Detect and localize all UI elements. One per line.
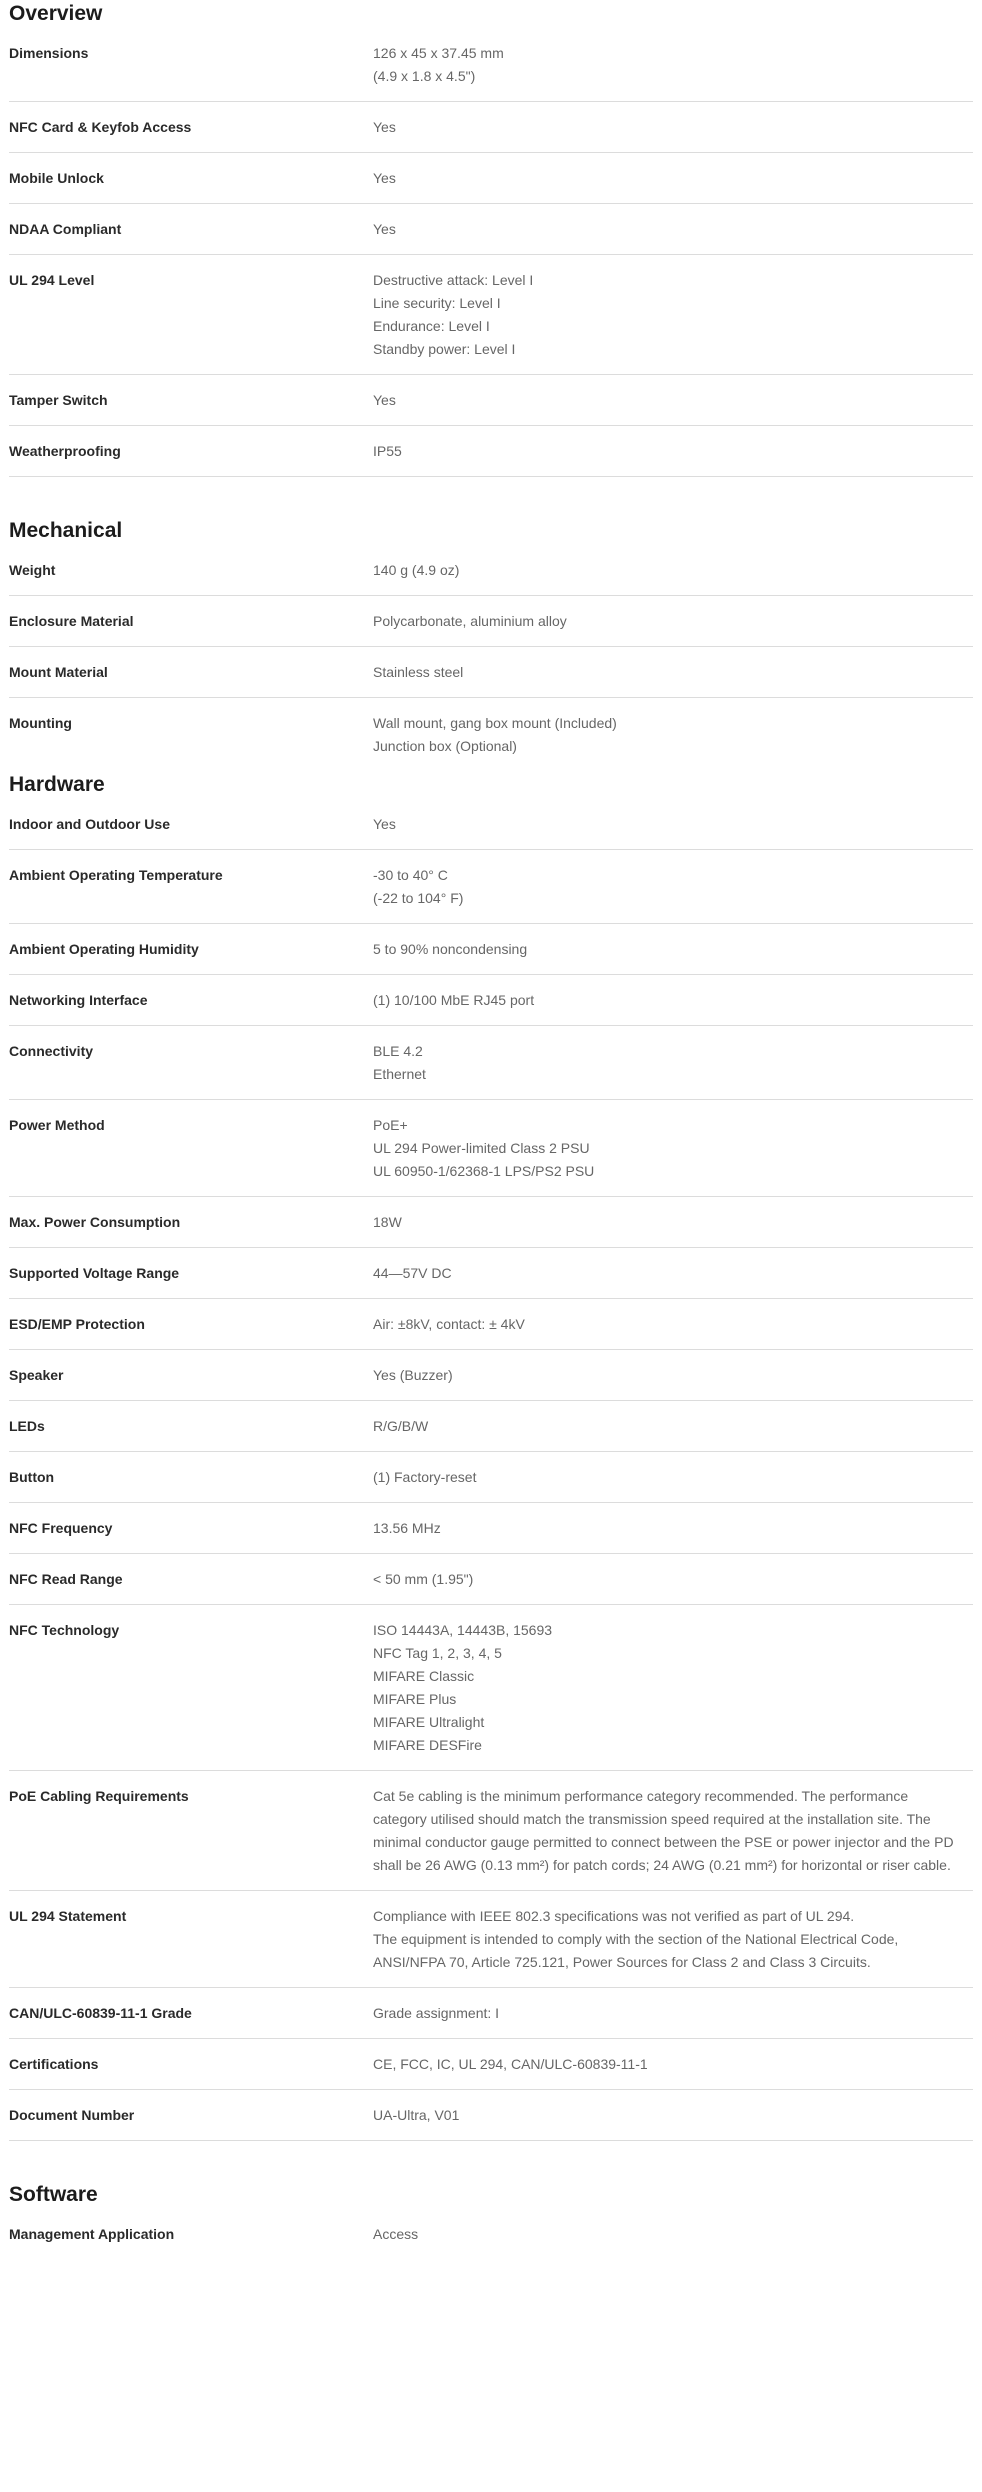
spec-row [9,647,973,698]
spec-row [9,975,973,1026]
spec-value [373,42,973,88]
spec-row [9,255,973,375]
spec-label: Supported Voltage Range [9,1265,180,1281]
spec-row [9,28,973,102]
spec-value [373,938,973,961]
spec-value-line: Yes [373,170,396,186]
spec-value-line: 126 x 45 x 37.45 mm [373,45,504,61]
section-mechanical [9,517,973,771]
spec-value-line: IP55 [373,443,402,459]
spec-value [373,218,973,241]
spec-value-line: Yes (Buzzer) [373,1367,453,1383]
spec-value-line: R/G/B/W [373,1418,429,1434]
spec-row [9,1891,973,1988]
section-title: Mechanical [9,519,123,542]
spec-value [373,559,973,582]
spec-label: Ambient Operating Temperature [9,867,223,883]
spec-value-line: 5 to 90% noncondensing [373,941,528,957]
spec-label: Connectivity [9,1043,94,1059]
spec-value [373,1313,973,1336]
spec-value-line: Destructive attack: Level I [373,272,534,288]
spec-value-line: (-22 to 104° F) [373,890,464,906]
spec-value [373,989,973,1012]
spec-label: LEDs [9,1418,45,1434]
spec-label: Certifications [9,2056,99,2072]
spec-value [373,661,973,684]
spec-value-line: Cat 5e cabling is the minimum performance category recommended. The performance category utilised should match the transmission speed required at the installation site. The minimal conductor gauge permitted to connect between the PSE or power injector and the PD shall be 26 AWG (0.13 mm²) for patch cords; 24 AWG (0.21 mm²) for horizontal or riser cable. [373,1788,954,1873]
spec-value-line: UL 294 Power-limited Class 2 PSU [373,1140,590,1156]
spec-value-line: MIFARE DESFire [373,1737,482,1753]
spec-label: Ambient Operating Humidity [9,941,199,957]
spec-value [373,1415,973,1438]
spec-row [9,1299,973,1350]
spec-value [373,116,973,139]
spec-value [373,1114,973,1183]
spec-table [9,545,973,771]
spec-row [9,545,973,596]
spec-value-line: 13.56 MHz [373,1520,441,1536]
spec-row [9,2090,973,2141]
spec-value [373,1211,973,1234]
spec-value [373,712,973,758]
spec-value [373,1568,973,1591]
spec-value-line: Compliance with IEEE 802.3 specifications was not verified as part of UL 294. [373,1908,855,1924]
spec-label: ESD/EMP Protection [9,1316,145,1332]
spec-label: Mount Material [9,664,108,680]
spec-label: UL 294 Level [9,272,95,288]
spec-value-line: (1) Factory-reset [373,1469,477,1485]
spec-value-line: ISO 14443A, 14443B, 15693 [373,1622,553,1638]
spec-label: NFC Frequency [9,1520,113,1536]
spec-value [373,2053,973,2076]
spec-row [9,924,973,975]
spec-value-line: < 50 mm (1.95") [373,1571,474,1587]
spec-value-line: BLE 4.2 [373,1043,423,1059]
section-software [9,2181,973,2259]
spec-label: Enclosure Material [9,613,134,629]
spec-label: NFC Technology [9,1622,120,1638]
spec-value [373,610,973,633]
spec-row [9,153,973,204]
spec-row [9,596,973,647]
spec-label: Mounting [9,715,72,731]
spec-row [9,1452,973,1503]
spec-row [9,1100,973,1197]
spec-value [373,440,973,463]
spec-label: Power Method [9,1117,105,1133]
spec-value-line: Standby power: Level I [373,341,516,357]
spec-value-line: CE, FCC, IC, UL 294, CAN/ULC-60839-11-1 [373,2056,648,2072]
spec-row [9,1771,973,1891]
spec-row [9,850,973,924]
spec-row [9,204,973,255]
spec-value-line: Yes [373,221,396,237]
spec-label: Weight [9,562,56,578]
spec-value-line: 18W [373,1214,402,1230]
spec-value [373,864,973,910]
spec-value-line: MIFARE Ultralight [373,1714,485,1730]
spec-value [373,2223,973,2246]
spec-value-line: Stainless steel [373,664,464,680]
spec-value [373,1262,973,1285]
section-title: Hardware [9,773,105,796]
spec-row [9,375,973,426]
spec-value-line: -30 to 40° C [373,867,448,883]
spec-row [9,102,973,153]
spec-value-line: UL 60950-1/62368-1 LPS/PS2 PSU [373,1163,595,1179]
spec-value-line: Ethernet [373,1066,426,1082]
spec-table [9,28,973,477]
spec-value-line: 44—57V DC [373,1265,452,1281]
spec-row [9,1503,973,1554]
spec-value [373,1364,973,1387]
spec-label: Management Application [9,2226,175,2242]
spec-row [9,698,973,771]
section-overview [9,0,973,517]
spec-value [373,1905,973,1974]
spec-row [9,1401,973,1452]
spec-label: Networking Interface [9,992,148,1008]
spec-value-line: The equipment is intended to comply with the section of the National Electrical Code, ANSI/NFPA 70, Article 725.121, Power Sources for Class 2 and Class 3 Circuits. [373,1931,899,1970]
spec-row [9,426,973,477]
spec-table [9,799,973,2141]
spec-label: NFC Card & Keyfob Access [9,119,192,135]
spec-value [373,269,973,361]
spec-row [9,1554,973,1605]
spec-row [9,1605,973,1771]
spec-label: Document Number [9,2107,135,2123]
spec-value [373,1040,973,1086]
spec-label: Speaker [9,1367,64,1383]
spec-value-line: Grade assignment: I [373,2005,500,2021]
spec-value [373,1785,973,1877]
spec-row [9,1988,973,2039]
spec-row [9,799,973,850]
spec-value-line: Line security: Level I [373,295,501,311]
spec-row [9,2039,973,2090]
spec-label: Dimensions [9,45,89,61]
spec-value-line: PoE+ [373,1117,408,1133]
spec-value-line: Endurance: Level I [373,318,490,334]
spec-label: PoE Cabling Requirements [9,1788,189,1804]
spec-value [373,813,973,836]
spec-label: Mobile Unlock [9,170,104,186]
section-hardware [9,771,973,2181]
spec-value-line: Wall mount, gang box mount (Included) [373,715,617,731]
spec-value-line: (1) 10/100 MbE RJ45 port [373,992,535,1008]
spec-label: NFC Read Range [9,1571,123,1587]
spec-value [373,2002,973,2025]
spec-label: NDAA Compliant [9,221,122,237]
spec-value-line: UA-Ultra, V01 [373,2107,460,2123]
spec-value-line: Junction box (Optional) [373,738,517,754]
spec-label: Indoor and Outdoor Use [9,816,170,832]
spec-value [373,1466,973,1489]
spec-row [9,1248,973,1299]
spec-value [373,1619,973,1757]
spec-value-line: (4.9 x 1.8 x 4.5") [373,68,476,84]
spec-value-line: Access [373,2226,419,2242]
section-title: Software [9,2183,98,2206]
spec-row [9,1026,973,1100]
spec-row [9,2209,973,2259]
spec-table [9,2209,973,2259]
spec-value-line: MIFARE Classic [373,1668,475,1684]
spec-label: Tamper Switch [9,392,108,408]
spec-value-line: Air: ±8kV, contact: ± 4kV [373,1316,525,1332]
spec-row [9,1197,973,1248]
spec-row [9,1350,973,1401]
spec-value [373,389,973,412]
spec-value-line: Polycarbonate, aluminium alloy [373,613,567,629]
spec-value-line: Yes [373,119,396,135]
spec-label: Max. Power Consumption [9,1214,181,1230]
spec-value [373,167,973,190]
spec-value [373,2104,973,2127]
spec-label: UL 294 Statement [9,1908,127,1924]
section-title: Overview [9,2,103,25]
spec-value-line: Yes [373,392,396,408]
spec-value-line: Yes [373,816,396,832]
spec-value [373,1517,973,1540]
spec-label: Weatherproofing [9,443,121,459]
spec-value-line: NFC Tag 1, 2, 3, 4, 5 [373,1645,502,1661]
spec-value-line: MIFARE Plus [373,1691,457,1707]
spec-label: CAN/ULC-60839-11-1 Grade [9,2005,192,2021]
spec-value-line: 140 g (4.9 oz) [373,562,460,578]
spec-label: Button [9,1469,55,1485]
